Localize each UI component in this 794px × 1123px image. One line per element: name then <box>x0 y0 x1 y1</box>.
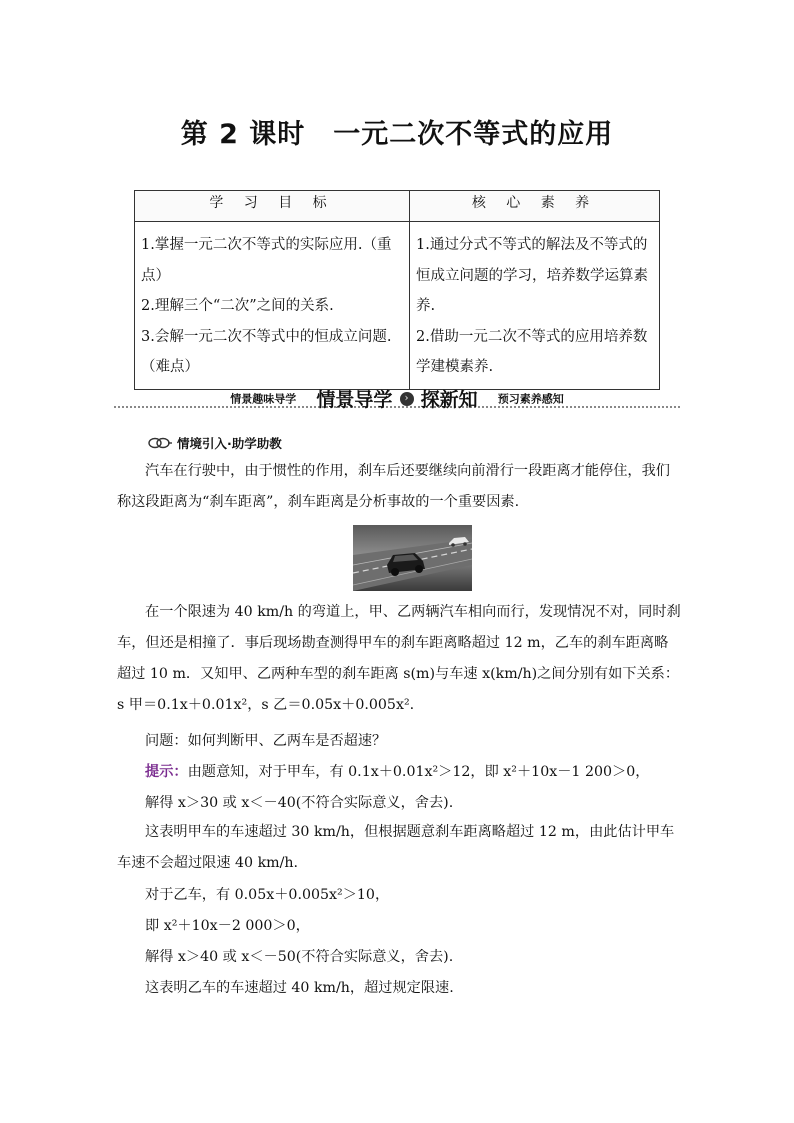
banner-title-left: 情景导学 <box>316 389 393 411</box>
solution-line: 对于乙车，有 0.05x＋0.005x²＞10， <box>145 887 390 903</box>
solution-line: 解得 x＞40 或 x＜－50(不符合实际意义，舍去). <box>145 949 454 965</box>
banner-right-caption: 预习素养感知 <box>497 392 564 406</box>
solution-line: 即 x²＋10x－2 000＞0， <box>145 918 310 934</box>
hint-label: 提示： <box>145 764 188 780</box>
goal-item: 1.掌握一元二次不等式的实际应用.（重点） <box>141 237 392 284</box>
goals-header: 学 习 目 标 <box>135 191 410 222</box>
goal-item: 2.理解三个“二次”之间的关系. <box>141 298 334 314</box>
banner-left-caption: 情景趣味导学 <box>230 392 297 406</box>
goals-table <box>134 190 660 390</box>
subsection-heading <box>148 434 282 452</box>
literacy-item: 1.通过分式不等式的解法及不等式的恒成立问题的学习，培养数学运算素养. <box>416 237 648 314</box>
solution-line: 解得 x＞30 或 x＜－40(不符合实际意义，舍去). <box>145 795 454 811</box>
goal-item: 3.会解一元二次不等式中的恒成立问题.（难点） <box>141 328 392 375</box>
solution-line: 这表明乙车的车速超过 40 km/h，超过规定限速. <box>145 980 454 996</box>
car-photo <box>353 525 472 591</box>
problem-paragraph: 在一个限速为 40 km/h 的弯道上，甲、乙两辆汽车相向而行，发现情况不对，同时刹车，但还是相撞了．事后现场勘查测得甲车的刹车距离略超过 12 m，乙车的刹车距离略超过 10 m．又知甲、乙两种车型的刹车距离 s(m)与车速 x(km/h)之间分别有如下关系：s 甲＝0.1x＋0.01x²，s 乙＝0.05x＋0.005x². <box>117 604 681 713</box>
arrow-circle-icon: › <box>400 392 414 406</box>
intro-paragraph: 汽车在行驶中，由于惯性的作用，刹车后还要继续向前滑行一段距离才能停住，我们称这段距离为“刹车距离”，刹车距离是分析事故的一个重要因素. <box>117 463 670 510</box>
literacy-header: 核 心 素 养 <box>410 191 660 222</box>
goals-cell <box>135 222 410 390</box>
subhead-text: 情境引入·助学助教 <box>177 436 282 451</box>
section-banner <box>114 385 680 409</box>
question-line: 问题：如何判断甲、乙两车是否超速？ <box>145 733 387 749</box>
banner-title-right: 探新知 <box>420 389 478 411</box>
hint-line <box>145 761 649 781</box>
page-title: 第 2 课时 一元二次不等式的应用 <box>180 119 614 150</box>
literacy-cell <box>410 222 660 390</box>
literacy-item: 2.借助一元二次不等式的应用培养数学建模素养. <box>416 328 648 375</box>
hint-text: 由题意知，对于甲车，有 0.1x＋0.01x²＞12，即 x²＋10x－1 200＞0， <box>187 764 650 780</box>
solution-paragraph: 这表明甲车的车速超过 30 km/h，但根据题意刹车距离略超过 12 m，由此估计甲车车速不会超过限速 40 km/h. <box>117 824 675 871</box>
ribbon-icon <box>148 437 172 449</box>
